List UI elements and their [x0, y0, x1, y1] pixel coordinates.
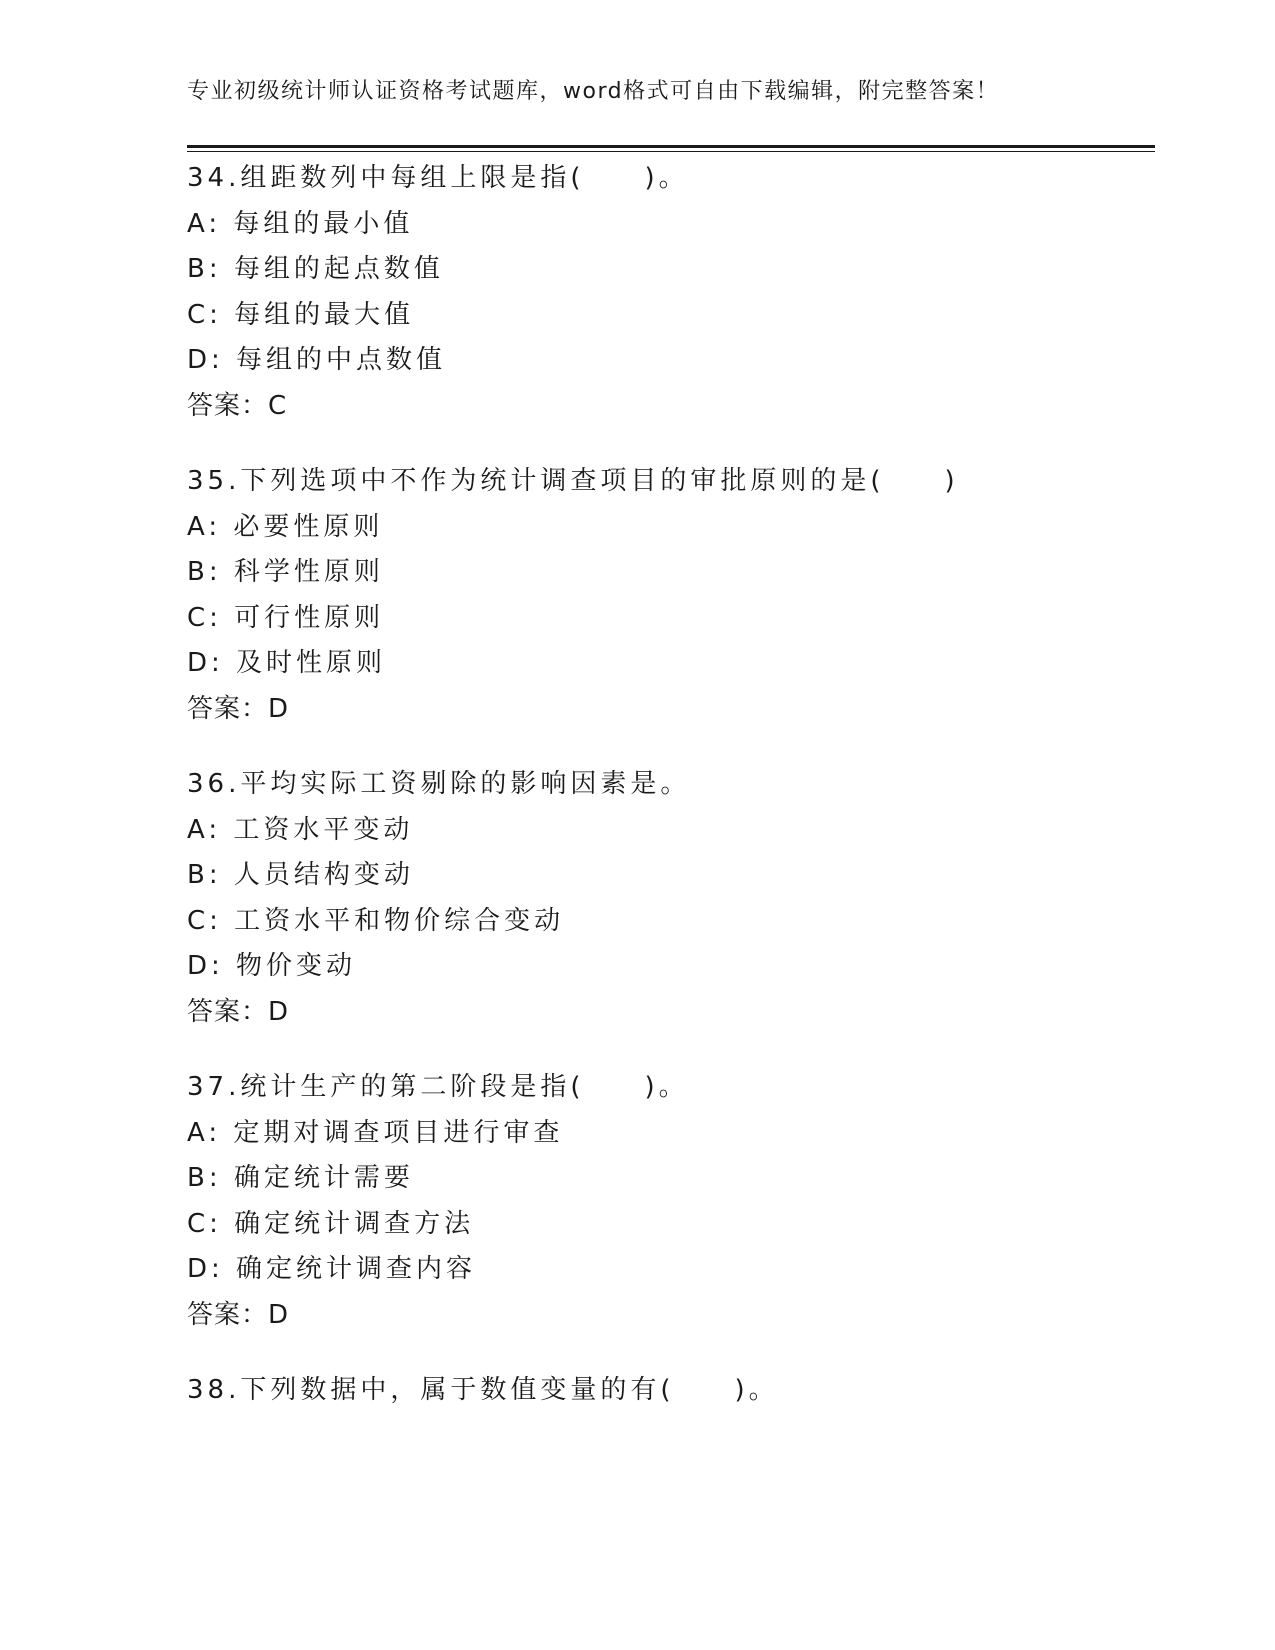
question-stem: 34.组距数列中每组上限是指( )。	[187, 163, 689, 193]
question-stem: 38.下列数据中，属于数值变量的有( )。	[187, 1375, 779, 1405]
question-36	[187, 762, 1155, 1035]
answer-line	[187, 1293, 1155, 1339]
option-a: A: 必要性原则	[187, 511, 384, 542]
option-c: C: 每组的最大值	[187, 299, 415, 330]
option-d: D: 确定统计调查内容	[187, 1254, 477, 1284]
question-37	[187, 1065, 1155, 1338]
answer-value: D	[268, 693, 289, 724]
option-c: C: 确定统计调查方法	[187, 1208, 475, 1239]
question-34	[187, 156, 1155, 429]
question-list	[187, 156, 1155, 1444]
option-b: B: 确定统计需要	[187, 1163, 414, 1193]
question-35	[187, 459, 1155, 732]
question-stem: 35.下列选项中不作为统计调查项目的审批原则的是( )	[187, 466, 959, 496]
option-d: D: 每组的中点数值	[187, 345, 447, 375]
answer-line	[187, 990, 1155, 1036]
answer-value: D	[268, 1299, 289, 1330]
option-d: D: 及时性原则	[187, 648, 387, 678]
answer-label: 答案：	[187, 390, 269, 421]
header-rule-thin	[187, 151, 1155, 152]
option-d: D: 物价变动	[187, 951, 357, 981]
answer-line	[187, 384, 1155, 430]
option-a: A: 工资水平变动	[187, 814, 414, 845]
question-38	[187, 1368, 1155, 1414]
option-b: B: 人员结构变动	[187, 860, 414, 890]
option-c: C: 工资水平和物价综合变动	[187, 905, 565, 936]
answer-label: 答案：	[187, 1299, 269, 1330]
header-rule-thick	[187, 145, 1155, 148]
answer-label: 答案：	[187, 693, 269, 724]
question-stem: 37.统计生产的第二阶段是指( )。	[187, 1072, 689, 1102]
option-a: A: 定期对调查项目进行审查	[187, 1117, 564, 1148]
answer-line	[187, 687, 1155, 733]
option-b: B: 每组的起点数值	[187, 254, 444, 284]
answer-value: D	[268, 996, 289, 1027]
option-a: A: 每组的最小值	[187, 208, 414, 239]
document-header: 专业初级统计师认证资格考试题库，word格式可自由下载编辑，附完整答案！	[187, 79, 1000, 104]
option-c: C: 可行性原则	[187, 602, 385, 633]
option-b: B: 科学性原则	[187, 557, 384, 587]
answer-label: 答案：	[187, 996, 269, 1027]
answer-value: C	[268, 390, 287, 421]
question-stem: 36.平均实际工资剔除的影响因素是。	[187, 769, 691, 799]
